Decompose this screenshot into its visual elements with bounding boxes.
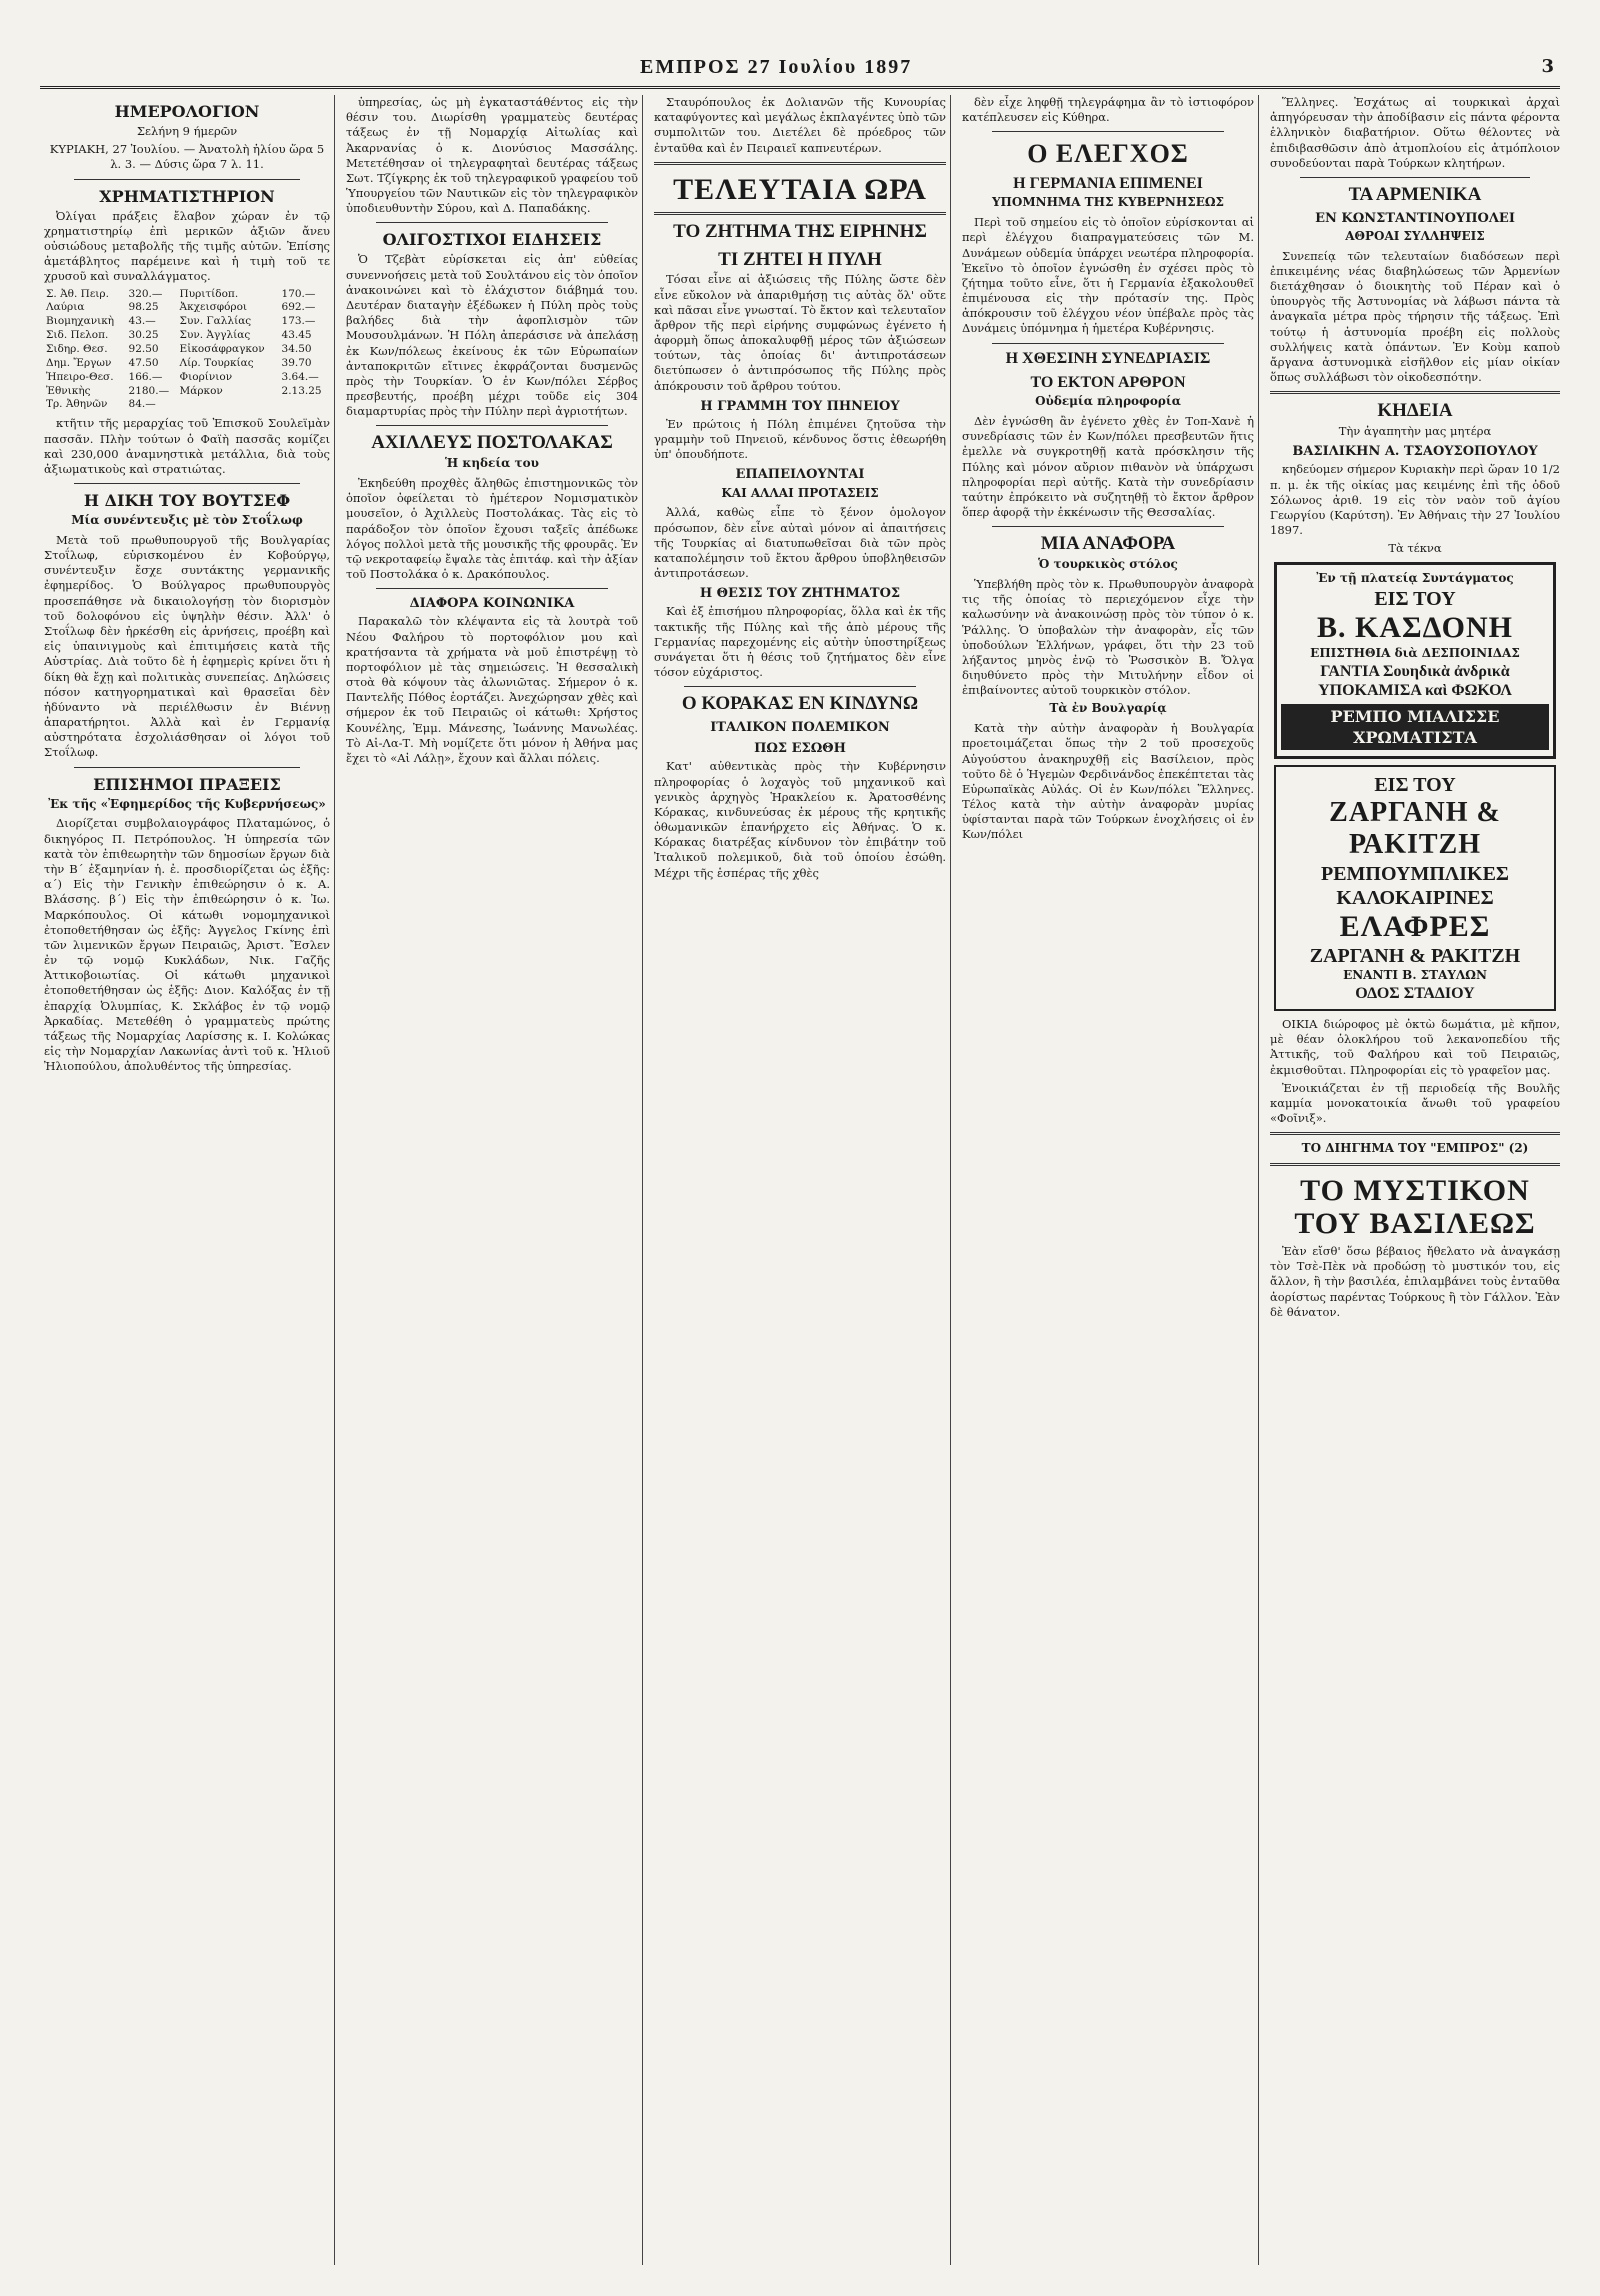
peace-heading: ΤΟ ΖΗΤΗΜΑ ΤΗΣ ΕΙΡΗΝΗΣ: [673, 220, 927, 242]
trial-text: Μετὰ τοῦ πρωθυπουργοῦ τῆς Βουλγαρίας Στοΐλωφ, εὑρισκομένου ἐν Κοβούργῳ, συνέντευξιν ἔσχε συντάκτης γερμανικῆς ἐφημερίδος. Ὁ Βούλγαρος πρωθυπουργὸς προσεπάθησε νὰ δικαιολογήσῃ τὸν διορισμὸν τοῦ δολοφόνου εἰς ὑψηλὴν θέσιν. Ἀλλ' ὁ Στοΐλωφ δὲν ἠρκέσθη εἰς ἀρνήσεις, προέβη καὶ εἰς ὑπαινιγμοὺς καὶ ἐπιτιμήσεις κατὰ τῆς Αὐστρίας. Διὰ τοῦτο δὲ ἡ ἐφημερὶς κρίνει ὅτι ἡ δίκη θὰ ἔχῃ καὶ πολιτικὰς συνεπείας. Δηλώσεις πόσον κατηγορηματικαὶ καὶ θρασεῖαι δὲν ἠδύναντο νὰ περιέλθωσιν ἐν Βιέννῃ ἀπαρατήρητοι. Ἀλλὰ καὶ ἐν Γερμανίᾳ αὐστηρότατα ἐσχολιάσθησαν οἱ λόγοι τοῦ Στοΐλωφ.: [44, 532, 330, 760]
bulgaria-heading: Τὰ ἐν Βουλγαρίᾳ: [1049, 701, 1167, 716]
pineios-text: Ἐν πρώτοις ἡ Πόλη ἐπιμένει ζητοῦσα τὴν γραμμὴν τοῦ Πηνειοῦ, κένδυνος ὅστις ἐθεωρήθη ὑπ' ὁπουδήποτε.: [654, 416, 946, 462]
report-subheading: Ὁ τουρκικὸς στόλος: [1038, 557, 1178, 572]
table-row: Σιδηρ. Θεσ. 92.50 Εἰκοσάφραγκον 34.50: [46, 343, 312, 356]
ad-shop-name: ΖΑΡΓΑΝΗ & ΡΑΚΙΤΖΗ: [1329, 797, 1501, 861]
korakas-subheading-2: ΠΩΣ ΕΣΩΘΗ: [754, 741, 846, 757]
peace-text: Τόσαι εἶνε αἱ ἀξιώσεις τῆς Πύλης ὥστε δὲν εἶνε εὔκολον νὰ ἀπαριθμήσῃ τις αὐτὰς ὅλ' οὔτε καὶ πᾶσαι εἶνε γνωσταί. Τὸ ἔκτον καὶ τελευταῖον ἄρθρον τῆς περὶ εἰρήνης συμφώνως ἐγένετο ἡ ἀφορμὴ ὅπως ἀποκαλυφθῇ μέρος τῶν ἀξιώσεων τούτων, τὰς ὁποίας δι' ἀντιπροτάσεων διετύπωσεν ὁ ἀντιπρόσωπος τῆς Πύλης πρὸς ἀπόκρουσιν τοῦ ἄρθρου τούτου.: [654, 272, 946, 393]
achilleus-text: Ἐκηδεύθη προχθὲς ἄληθῶς ἐπιστημονικῶς τὸν ὁποῖον ὀφείλεται τὸ ἡμέτερον Νομισματικὸν μουσεῖον, ὁ Ἀχιλλεὺς Ποστολάκας. Τὰς εἰς τὸ παράδοξον τὸν ὁποῖον ἔχουσι ταξεῖς ἀπέδωκε λόγος πολλοὶ μετὰ τῆς μουσικῆς τῆς φρουρᾶς. Ἐν τῷ νεκροταφείῳ ἔψαλε τὰς ἐπιτάφ. καὶ τὴν ἀξίαν τοῦ Ποστολάκα ὁ κ. Δρακόπουλος.: [346, 476, 638, 582]
ad-line: ΖΑΡΓΑΝΗ & ΡΑΚΙΤΖΗ: [1309, 945, 1521, 968]
ad-line: ΡΕΜΠΟ ΜΙΑΛΙΣΣΕ ΧΡΩΜΑΤΙΣΤΑ: [1281, 704, 1549, 750]
korakas-subheading: ΙΤΑΛΙΚΟΝ ΠΟΛΕΜΙΚΟΝ: [710, 720, 890, 736]
thesis-heading: Η ΘΕΣΙΣ ΤΟΥ ΖΗΤΗΜΑΤΟΣ: [699, 586, 901, 602]
armenian-subheading: ΕΝ ΚΩΝΣΤΑΝΤΙΝΟΥΠΟΛΕΙ: [1315, 210, 1515, 226]
serial-title: ΤΟ ΜΥΣΤΙΚΟΝ ΤΟΥ ΒΑΣΙΛΕΩΣ: [1294, 1174, 1536, 1241]
funeral-text: κηδεύομεν σήμερον Κυριακὴν περὶ ὥραν 10 1/2 π. μ. ἐκ τῆς οἰκίας μας κειμένης ἐπὶ τῆς ὁδοῦ Σόλωνος ἀριθ. 19 εἰς τὸν ναὸν τοῦ ἁγίου Γεωργίου (Καρύτση). Ἐν Ἀθήναις τὴν 27 Ἰουλίου 1897.: [1270, 462, 1560, 538]
meeting-subheading-2: Οὐδεμία πληροφορία: [1035, 394, 1181, 409]
ad-line: ΡΕΜΠΟΥΜΠΛΙΚΕΣ: [1321, 862, 1509, 885]
bourse-after: κτῆτιν τῆς μεραρχίας τοῦ Ἐπισκοῦ Σουλεϊμὰν πασσᾶν. Πλὴν τούτων ὁ Φαϊὴ πασσᾶς κομίζει καὶ 230,000 ἀναμνηστικὰ μετάλλια, διὰ τοὺς ἀξιωματικοὺς καὶ στρατιώτας.: [44, 416, 330, 476]
armenian-subheading-2: ΑΘΡΟΑΙ ΣΥΛΛΗΨΕΙΣ: [1345, 228, 1485, 243]
funeral-pre: Τὴν ἀγαπητὴν μας μητέρα: [1338, 424, 1492, 439]
peace-subheading: ΤΙ ΖΗΤΕΙ Η ΠΥΛΗ: [718, 248, 882, 270]
achilleus-heading: ΑΧΙΛΛΕΥΣ ΠΟΣΤΟΛΑΚΑΣ: [371, 432, 613, 454]
acts-text: Διορίζεται συμβολαιογράφος Πλαταμώνος, ὁ δικηγόρος Π. Πετρόπουλος. Ἡ ὑπηρεσία τῶν κατὰ τὸν ἐπιθεωρητὴν τῶν δημοσίων ἔργων διὰ τὴν Β΄ ἐξαμηνίαν ἡ. ἐ. προσδιορίζεται ὡς ἑξῆς: α΄) Εἰς τὴν Γενικὴν ἐπιθεώρησιν ὁ κ. Α. Βλάσσης. β΄) Εἰς τὴν ἐπιθεώρησιν ὁ κ. Ἰω. Μαρκόπουλος. Οἱ κάτωθι νομομηχανικοὶ ἐτοποθετήθησαν ὡς ἑξῆς: Ἀγγελος Γκίνης ἐπὶ τῶν λιμενικῶν ἔργων Πειραιῶς, Ἀριστ. Ἔσλεν ἐν τῷ νομῷ Κυκλάδων, Νικ. Γαζῆς Ἀττικοβοιωτίας. Οἱ κάτωθι μηχανικοὶ ἐτοποθετήθησαν ὡς ἑξῆς: Διον. Καλόξας ἐν τῇ ἐπαρχίᾳ Ὀλυμπίας, Κ. Σκλάβος ἐν τῷ νομῷ Ἀρκαδίας. Μετεθέθη ὁ γραμματεὺς πρώτης τάξεως τῆς Νομαρχίας Λαρίσσης κ. Ι. Κολώκας εἰς τὴν Νομαρχίαν Λακωνίας ἀντὶ τοῦ κ. Ἠλιοῦ Ἠλιοπούλου, ἀπολυθέντος τῆς ὑπηρεσίας.: [44, 816, 330, 1074]
ad-shop-name: Β. ΚΑΣΔΟΝΗ: [1316, 611, 1514, 645]
table-row: Ἐθνικὴς 2180.— Μάρκον 2.13.25: [46, 384, 322, 397]
ad-line: ΚΑΛΟΚΑΙΡΙΝΕΣ: [1336, 886, 1494, 909]
calendar-heading: ΗΜΕΡΟΛΟΓΙΟΝ: [114, 102, 260, 121]
acts-heading: ΕΠΙΣΗΜΟΙ ΠΡΑΞΕΙΣ: [93, 774, 281, 794]
ad-line: ΓΑΝΤΙΑ Σουηδικὰ ἀνδρικὰ: [1320, 662, 1510, 680]
news-heading: ΟΛΙΓΟΣΤΙΧΟΙ ΕΙΔΗΣΕΙΣ: [382, 230, 602, 250]
social-text: Παρακαλῶ τὸν κλέψαντα εἰς τὰ λουτρὰ τοῦ Νέου Φαλήρου τὸ πορτοφόλιον μου καὶ κρατήσαντα τὰ χρήματα νὰ μοῦ ἐπιστρέψῃ τὸ πορτοφόλιον μὲ τὰς σημειώσεις. Ἡ θεσσαλικὴ στοὰ θὰ κόψουν τὰς ἀλωνιῶτας. Σήμερον ὁ κ. Παντελῆς Πόθος ἑορτάζει. Ἀνεχώρησαν χθὲς καὶ σήμερον ἐκ τοῦ Πειραιῶς οἱ κάτωθι: Χρήστος Κουνέλης, Ἐμμ. Μάνεσης, Ἰωάννης Μανωλέας. Τὸ Αἰ-Λα-Τ. Μὴ νομίζετε ὅτι μόνον ἡ Ἀθήνα μας ἔχει τὸ «Αἰ Λάλῃ», ἔχουν καὶ ἄλλαι πόλεις.: [346, 614, 638, 765]
korakas-heading: Ο ΚΟΡΑΚΑΣ ΕΝ ΚΙΝΔΥΝΩ: [681, 693, 919, 715]
ad-line: ΟΔΟΣ ΣΤΑΔΙΟΥ: [1355, 984, 1475, 1002]
meeting-subheading: ΤΟ ΕΚΤΟΝ ΑΡΘΡΟΝ: [1030, 373, 1186, 391]
ad-line: ΕΝΑΝΤΙ Β. ΣΤΑΥΛΩΝ: [1343, 968, 1487, 983]
ad-eis: ΕΙΣ ΤΟΥ: [1374, 588, 1456, 611]
table-row: Σιδ. Πελοπ. 30.25 Συν. Ἀγγλίας 43.45: [46, 329, 312, 342]
classified-lease: Ἐνοικιάζεται ἐν τῇ περιοδείᾳ τῆς Βουλῆς καμμία μονοκατοικία ἄνωθι τοῦ γραφείου «Φοῖνιξ».: [1270, 1080, 1560, 1126]
thesis-text: Καὶ ἐξ ἐπισήμου πληροφορίας, ὅλλα καὶ ἐκ τῆς τακτικῆς τῆς Πύλης καὶ τῆς ἀπὸ μέρους τῆς Γερμανίας παρεχομένης εἰς αὐτὴν ὑποστηρίξεως συνάγεται ὅτι ἡ θέσις τοῦ ζητήματος δὲν εἶνε τόσον εὐχάριστος.: [654, 604, 946, 680]
ad-location: Ἐν τῇ πλατείᾳ Συντάγματος: [1316, 571, 1514, 586]
threats-text: Ἀλλά, καθὼς εἶπε τὸ ξένον ὁμολογον πρόσωπον, δὲν εἶνε αὐταὶ μόνον αἱ ἀπαιτήσεις τῆς Τουρκίας αἱ διατυπωθεῖσαι διὰ τῶν πρὸς καταπολέμησιν τοῦ ἔκτου ἄρθρου ὑποβληθεισῶν ἀντιπροτάσεων.: [654, 505, 946, 581]
meeting-heading: Η ΧΘΕΣΙΝΗ ΣΥΝΕΔΡΙΑΣΙΣ: [1005, 349, 1211, 367]
trial-heading: Η ΔΙΚΗ ΤΟΥ ΒΟΥΤΣΕΦ: [83, 491, 291, 511]
acts-subheading: Ἐκ τῆς «Ἐφημερίδος τῆς Κυβερνήσεως»: [48, 796, 326, 811]
pineios-heading: Η ΓΡΑΜΜΗ ΤΟΥ ΠΗΝΕΙΟΥ: [700, 398, 900, 414]
korakas-text: Κατ' αὐθεντικὰς πρὸς τὴν Κυβέρνησιν πληροφορίας ὁ λοχαγὸς τοῦ μηχανικοῦ καὶ γενικὸς ἀρχηγὸς Ἡρακλείου κ. Ἀρατοσθένης Κόρακας, κινδυνεύσας ἐκ μέρους τῆς κρητικῆς ὀθωμανικῶν ἐπανήρχετο εἰς Ἀθήνας. Ὁ κ. Κόρακας διατρέξας κίνδυνον τὸν ἐπιβάτην τοῦ Ἰταλικοῦ πολεμικοῦ, διὰ τοῦ ὁποίου ἐσώθη. Μέχρι τῆς ἑσπέρας τῆς χθὲς: [654, 759, 946, 880]
serial-text: Ἐὰν εἴσθ' ὅσω βέβαιος ἤθελατο νὰ ἀναγκάσῃ τὸν Τσὲ-Πὲκ νὰ προδώσῃ τὸ μυστικόν του, εἰς ἄλλον, ἢ τὴν βασιλέα, ἐπιλαμβάνει τοὺς ἐνταῦθα ἀορίστως παρέντας Τούρκους ἢ τὸν Γάλλον. Ἐὰν δὲ θάνατον.: [1270, 1244, 1560, 1319]
ad-line: ΕΛΑΦΡΕΣ: [1339, 909, 1491, 943]
masthead-title: ΕΜΠΡΟΣ 27 Ιουλίου 1897: [640, 56, 913, 78]
calendar-line: ΚΥΡΙΑΚΗ, 27 Ἰουλίου. — Ἀνατολὴ ἡλίου ὥρα 5 λ. 3. — Δύσις ὥρα 7 λ. 11.: [49, 142, 325, 172]
social-heading: ΔΙΑΦΟΡΑ ΚΟΙΝΩΝΙΚΑ: [409, 596, 575, 612]
report-heading: ΜΙΑ ΑΝΑΦΟΡΑ: [1040, 533, 1176, 555]
page-number: 3: [1541, 56, 1554, 77]
table-row: Λαύρια 98.25 Ἀκχεισφόροι 692.—: [46, 301, 316, 314]
control-subheading-2: ΥΠΟΜΝΗΜΑ ΤΗΣ ΚΥΒΕΡΝΗΣΕΩΣ: [991, 195, 1225, 210]
control-subheading: Η ΓΕΡΜΑΝΙΑ ΕΠΙΜΕΝΕΙ: [1013, 174, 1203, 192]
column-1: [40, 95, 334, 2265]
last-hour-heading: ΤΕΛΕΥΤΑΙΑ ΩΡΑ: [673, 172, 927, 206]
meeting-text: Δὲν ἐγνώσθη ἂν ἐγένετο χθὲς ἐν Τοπ-Χανὲ ἡ συνεδρίασις τῶν ἐν Κων/πόλει πρεσβευτῶν ἥτις ἐμελλε νὰ συγκροτηθῇ κατὰ πρόσκλησιν τῆς Πύλης καὶ μόνον αὔριον πιθανὸν νὰ ὑπάρχωσι πληροφορίαι περὶ αὐτῆς. Κατὰ τὴν συνεδρίασιν ταύτην ἐπρόκειτο νὰ συζητηθῇ τὸ ἔκτον ἄρθρον ὅπερ ἀφορᾷ τὴν ἐκκένωσιν τῆς Θεσσαλίας.: [962, 414, 1254, 520]
ad-line: ΥΠΟΚΑΜΙΣΑ καὶ ΦΩΚΟΛ: [1318, 681, 1512, 699]
continued-text: Ἕλληνες. Ἐσχάτως αἱ τουρκικαὶ ἀρχαὶ ἀπηγόρευσαν τὴν ἀποδίβασιν εἰς πάντα φέροντα ἑλληνικὸν διαβατήριον. Οὕτω θέλοντες νὰ ἐπιδιβασθῶσιν ἀπὸ ἀτμοπλοίου εἰς ἀτμόπλοιον συνοδεύονται παρὰ Τούρκων κλητήρων.: [1270, 95, 1560, 170]
bourse-text: Ὀλίγαι πράξεις ἔλαβον χώραν ἐν τῷ χρηματιστηρίῳ ἐπὶ μερικῶν ἀξιῶν ἄνευ οὐσιώδους μεταβολῆς τῆς τιμῆς αὐτῶν. Ἐπίσης ἀμετάβλητος παρέμεινε καὶ ἡ τιμὴ τοῦ τε χρυσοῦ καὶ συναλλάγματος.: [44, 208, 330, 284]
funeral-heading: ΚΗΔΕΙΑ: [1377, 400, 1453, 422]
bulgaria-text: Κατὰ τὴν αὐτὴν ἀναφορὰν ἡ Βουλγαρία προετοιμάζεται ὅπως τὴν 2 τοῦ προσεχοῦς Αὐγούστου ἀνακηρυχθῇ εἰς Βασίλειον, πρὸς τοῦτο δὲ ὁ Ἡγεμὼν Φερδινάνδος ἐπεκέπτεται τὰς Εὐρωπαϊκὰς Αὐλάς. Οἱ ἐν Κων/πόλει Ἕλληνες. Τέλος κατὰ τὴν αὐτὴν ἀναφορὰν μυρίας ὑφίστανται παρὰ τῶν Τούρκων ἐνοχλήσεις οἱ ἐν Κων/πόλει: [962, 721, 1254, 842]
masthead: [40, 52, 1560, 89]
trial-subheading: Μία συνέντευξις μὲ τὸν Στοΐλωφ: [71, 513, 303, 528]
armenian-heading: ΤΑ ΑΡΜΕΝΙΚΑ: [1348, 183, 1482, 205]
classified-rent: ΟΙΚΙΑ διώροφος μὲ ὀκτὼ δωμάτια, μὲ κῆπον, μὲ θέαν ὁλοκλήρου τοῦ λεκανοπεδίου τῆς Ἀττικῆς, τοῦ Φαλήρου καὶ τοῦ Πειραιῶς, ἐκμισθοῦται. Πληροφορίαι εἰς τὸ γραφεῖον μας.: [1270, 1017, 1560, 1077]
calendar-line: Σελήνη 9 ήμερῶν: [136, 124, 238, 139]
continued-text: δὲν εἶχε ληφθῇ τηλεγράφημα ἂν τὸ ἰστιοφόρον κατέπλευσεν εἰς Κύθηρα.: [962, 95, 1254, 125]
table-row: Τρ. Ἀθηνῶν 84.—: [46, 398, 156, 411]
rates-table: [44, 288, 330, 413]
table-row: Βιομηχανικὴ 43.— Συν. Γαλλίας 173.—: [46, 315, 316, 328]
table-row: Δημ. Ἔργων 47.50 Λίρ. Τουρκίας 39.70: [46, 356, 312, 369]
column-2: [342, 95, 642, 2265]
funeral-children: Τὰ τέκνα: [1388, 541, 1442, 556]
news-text: Ὁ Τζεβὰτ εὑρίσκεται εἰς ἀπ' εὐθείας συνεννοήσεις μετὰ τοῦ Σουλτάνου εἰς τὸν ὁποῖον ἀνακοινώνει καὶ τὸ ἐλάχιστον διάβημά του. Δευτέραν διαταγὴν ἐξέδωκεν ἡ Πύλη πρὸς τοὺς βαλήδες διὰ τὴν ἀφοπλισμὸν τῶν Μουσουλμάνων. Ἡ Πόλη ἀπεράσισε νὰ ἀπελάσῃ ἐκ Κων/πόλεως ἐκείνους ἐκ τῶν Εὐρωπαίων ἀνταποκριτῶν εἴτινες ἐκφράζονται δυσμενῶς πρὸς τὴν Τουρκίαν. Ὁ ἐν Κων/πόλει Σέρβος πρεσβευτής, προέβη μέχρι τοῦδε εἰς 304 διαμαρτυρίας πρὸς τὴν Πύλην περὶ ἀγριοτήτων.: [346, 252, 638, 419]
bourse-heading: ΧΡΗΜΑΤΙΣΤΗΡΙΟΝ: [99, 186, 275, 206]
column-5: [1266, 95, 1564, 2265]
serial-label: ΤΟ ΔΙΗΓΗΜΑ ΤΟΥ "ΕΜΠΡΟΣ" (2): [1301, 1141, 1529, 1156]
report-text: Ὑπεβλήθη πρὸς τὸν κ. Πρωθυπουργὸν ἀναφορὰ τις τῆς ὁποίας τὸ περιεχόμενον εἶχε τὴν καλωσύνην νὰ ἀνακοινώσῃ πρὸς τὸν τύπον ὁ κ. Ῥάλλης. Ὁ ὑποβαλὼν τὴν ἀναφορὰν, εἷς τῶν ὑποδούλων Ἑλλήνων, γράφει, ὅτι τὴν 23 τοῦ λήξαντος μηνὸς ἐνῷ τὸ Ῥωσσικὸν Β. Ὄλγα διηυθύνετο πρὸς τὴν Μιτυλήνην εἶδον οἱ ἐπιβαίνοντες αὐτοῦ τουρκικὸν στόλον.: [962, 577, 1254, 698]
kasdoni-advertisement: [1274, 562, 1556, 759]
control-heading: Ο ΕΛΕΓΧΟΣ: [1027, 139, 1189, 169]
threats-heading: ΕΠΑΠΕΙΛΟΥΝΤΑΙ: [735, 467, 865, 483]
table-row: Σ. Ἀθ. Πειρ. 320.— Πυριτίδοπ. 170.—: [46, 287, 316, 300]
ad-eis: ΕΙΣ ΤΟΥ: [1374, 774, 1456, 797]
table-row: Ἠπειρο-Θεσ. 166.— Φιορίνιον 3.64.—: [46, 370, 319, 383]
column-3: [650, 95, 950, 2265]
column-rule: [950, 95, 951, 2265]
funeral-name: ΒΑΣΙΛΙΚΗΝ Α. ΤΣΑΟΥΣΟΠΟΥΛΟΥ: [1292, 444, 1538, 460]
armenian-text: Συνεπείᾳ τῶν τελευταίων διαδόσεων περὶ ἐπικειμένης νέας διαβηλώσεως τῶν Ἀρμενίων διετάχθησαν ὁ διοικητὴς τοῦ Πέραν καὶ ὁ ὑπουργὸς τῆς Ἀστυνομίας νὰ λάβωσι πάντα τὰ ἀναγκαῖα μέτρα πρὸς τήρησιν τῆς τάξεως. Ἐπὶ τούτῳ ἡ ἀστυνομία προέβη εἰς πολλοὺς συλλήψεις κατὰ ὁπάντων. Ἐν Κοὺμ καποὺ ἄργανα ἀστυνομικὰ εἰσῆλθον εἰς μίαν οἰκίαν ὅπως συλλάβωσι τὸν οἰκοδεσπότην.: [1270, 248, 1560, 385]
continued-text: ὑπηρεσίας, ὡς μὴ ἐγκαταστάθέντος εἰς τὴν θέσιν του. Διωρίσθη γραμματεὺς δευτέρας τάξεως ἐν τῇ Νομαρχίᾳ Αἰτωλίας καὶ Ἀκαρνανίας ὁ κ. Διονύσιος Μασσάλης. Μετετέθησαν οἱ τηλεγραφηταὶ δευτέρας τάξεως Σωτ. Τζίγκρης ἐκ τοῦ τηλεγραφικοῦ γραφείου τοῦ Ὑπουργείου τῶν Ναυτικῶν εἰς τὸν τηλεγραφικὸν ὑποδιευθυντὴν Σύρου, καὶ Δ. Παπαδάκης.: [346, 95, 638, 216]
achilleus-subheading: Ἡ κηδεία του: [445, 456, 539, 471]
control-text: Περὶ τοῦ σημείου εἰς τὸ ὁποῖον εὑρίσκονται αἱ περὶ ἐλέγχου διαπραγματεύσεις τῶν Μ. Δυνάμεων οὐδεμία ὑπάρχει νεωτέρα πληροφορία. Ἐκεῖνο τὸ ὁποῖον ἐγνώσθη ἐν σχέσει πρὸς τὸ ζήτημα τοῦτο εἶνε, ὅτι ἡ Γερμανία ἐξακολουθεῖ ἐπιμένουσα εἰς τὴν πρότασίν της. Πρὸς ἀπόκρουσιν τοῦ ἐλέγχου νέον ὑπέβαλε πρὸς τὰς Δυνάμεις ὑπόμνημα ἡ ἡμετέρα Κυβέρνησις.: [962, 215, 1254, 336]
continued-text: Σταυρόπουλος ἐκ Δολιανῶν τῆς Κυνουρίας καταφύγοντες καὶ μεγάλως ἐκπλαγέντες ὑπὸ τῶν συμπολιτῶν του. Διετέλει δὲ πρόεδρος τῶν ἐνταῦθα καὶ ἐν Πειραιεῖ καπνευτέρων.: [654, 95, 946, 155]
column-4: [958, 95, 1258, 2265]
zargani-advertisement: [1274, 765, 1556, 1011]
column-rule: [642, 95, 643, 2265]
threats-subheading: ΚΑΙ ΑΛΛΑΙ ΠΡΟΤΑΣΕΙΣ: [721, 485, 879, 500]
column-rule: [334, 95, 335, 2265]
ad-line: ΕΠΙΣΤΗΘΙΑ διὰ ΔΕΣΠΟΙΝΙΔΑΣ: [1310, 645, 1520, 660]
column-rule: [1258, 95, 1259, 2265]
